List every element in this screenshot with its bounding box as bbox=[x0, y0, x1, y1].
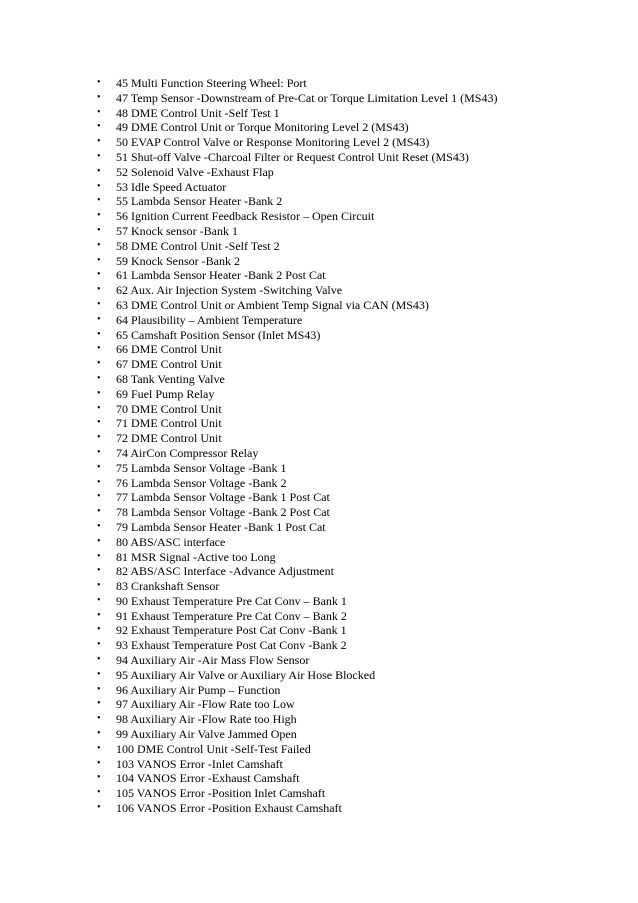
list-item-text: 106 VANOS Error -Position Exhaust Camshaft bbox=[116, 801, 342, 816]
list-item-text: 51 Shut-off Valve -Charcoal Filter or Request Control Unit Reset (MS43) bbox=[116, 149, 469, 164]
list-item bbox=[97, 150, 617, 165]
bullet-icon: • bbox=[97, 106, 101, 118]
bullet-icon: • bbox=[97, 668, 101, 680]
list-item bbox=[97, 697, 617, 712]
list-item-text: 77 Lambda Sensor Voltage -Bank 1 Post Cat bbox=[116, 490, 330, 505]
list-item-text: 93 Exhaust Temperature Post Cat Conv -Bank 2 bbox=[116, 638, 347, 653]
bullet-icon: • bbox=[97, 446, 101, 458]
list-item-text: 95 Auxiliary Air Valve or Auxiliary Air Hose Blocked bbox=[116, 667, 376, 682]
bullet-icon: • bbox=[97, 461, 101, 473]
list-item-text: 79 Lambda Sensor Heater -Bank 1 Post Cat bbox=[116, 519, 326, 534]
list-item-text: 56 Ignition Current Feedback Resistor – Open Circuit bbox=[116, 209, 375, 224]
list-item bbox=[97, 224, 617, 239]
list-item-text: 61 Lambda Sensor Heater -Bank 2 Post Cat bbox=[116, 268, 326, 283]
list-item-text: 100 DME Control Unit -Self-Test Failed bbox=[116, 741, 311, 756]
list-item bbox=[97, 742, 617, 757]
list-item-text: 67 DME Control Unit bbox=[116, 357, 222, 372]
bullet-icon: • bbox=[97, 713, 101, 725]
bullet-icon: • bbox=[97, 506, 101, 518]
list-item-text: 82 ABS/ASC Interface -Advance Adjustment bbox=[116, 564, 334, 579]
bullet-icon: • bbox=[97, 387, 101, 399]
list-item bbox=[97, 239, 617, 254]
list-item bbox=[97, 668, 617, 683]
list-item bbox=[97, 120, 617, 135]
bullet-icon: • bbox=[97, 624, 101, 636]
list-item bbox=[97, 313, 617, 328]
list-item-text: 49 DME Control Unit or Torque Monitoring Level 2 (MS43) bbox=[116, 120, 409, 135]
bullet-icon: • bbox=[97, 91, 101, 103]
bullet-icon: • bbox=[97, 550, 101, 562]
list-item-text: 91 Exhaust Temperature Pre Cat Conv – Bank 2 bbox=[116, 608, 347, 623]
list-item bbox=[97, 357, 617, 372]
bullet-icon: • bbox=[97, 165, 101, 177]
list-item bbox=[97, 757, 617, 772]
list-item-text: 83 Crankshaft Sensor bbox=[116, 579, 220, 594]
list-item-text: 66 DME Control Unit bbox=[116, 342, 222, 357]
bullet-icon: • bbox=[97, 195, 101, 207]
list-item bbox=[97, 328, 617, 343]
list-item bbox=[97, 505, 617, 520]
list-item bbox=[97, 623, 617, 638]
list-item-text: 76 Lambda Sensor Voltage -Bank 2 bbox=[116, 475, 287, 490]
list-item bbox=[97, 402, 617, 417]
bullet-icon: • bbox=[97, 136, 101, 148]
list-item-text: 58 DME Control Unit -Self Test 2 bbox=[116, 238, 280, 253]
bullet-icon: • bbox=[97, 343, 101, 355]
bullet-icon: • bbox=[97, 802, 101, 814]
bullet-icon: • bbox=[97, 269, 101, 281]
list-item-text: 71 DME Control Unit bbox=[116, 416, 222, 431]
list-item bbox=[97, 106, 617, 121]
bullet-icon: • bbox=[97, 358, 101, 370]
list-item-text: 99 Auxiliary Air Valve Jammed Open bbox=[116, 727, 297, 742]
bullet-icon: • bbox=[97, 594, 101, 606]
list-item bbox=[97, 194, 617, 209]
bullet-icon: • bbox=[97, 654, 101, 666]
list-item-text: 62 Aux. Air Injection System -Switching Valve bbox=[116, 283, 343, 298]
bullet-icon: • bbox=[97, 224, 101, 236]
bullet-icon: • bbox=[97, 298, 101, 310]
bullet-icon: • bbox=[97, 639, 101, 651]
list-item-text: 65 Camshaft Position Sensor (Inlet MS43) bbox=[116, 327, 321, 342]
bullet-icon: • bbox=[97, 284, 101, 296]
list-item bbox=[97, 564, 617, 579]
bullet-icon: • bbox=[97, 313, 101, 325]
bullet-icon: • bbox=[97, 328, 101, 340]
list-item bbox=[97, 461, 617, 476]
bullet-icon: • bbox=[97, 772, 101, 784]
bullet-icon: • bbox=[97, 254, 101, 266]
list-item bbox=[97, 298, 617, 313]
list-item-text: 96 Auxiliary Air Pump – Function bbox=[116, 682, 281, 697]
bullet-icon: • bbox=[97, 535, 101, 547]
bullet-icon: • bbox=[97, 239, 101, 251]
list-item-text: 63 DME Control Unit or Ambient Temp Signal via CAN (MS43) bbox=[116, 297, 429, 312]
list-item bbox=[97, 446, 617, 461]
list-item-text: 48 DME Control Unit -Self Test 1 bbox=[116, 105, 280, 120]
bullet-icon: • bbox=[97, 432, 101, 444]
list-item bbox=[97, 476, 617, 491]
list-item bbox=[97, 579, 617, 594]
bullet-icon: • bbox=[97, 417, 101, 429]
list-item bbox=[97, 372, 617, 387]
list-item bbox=[97, 683, 617, 698]
bullet-icon: • bbox=[97, 150, 101, 162]
list-item bbox=[97, 165, 617, 180]
bullet-icon: • bbox=[97, 757, 101, 769]
bullet-icon: • bbox=[97, 580, 101, 592]
list-item bbox=[97, 727, 617, 742]
list-item-text: 97 Auxiliary Air -Flow Rate too Low bbox=[116, 697, 295, 712]
bullet-icon: • bbox=[97, 402, 101, 414]
list-item-text: 47 Temp Sensor -Downstream of Pre-Cat or Torque Limitation Level 1 (MS43) bbox=[116, 90, 498, 105]
bullet-icon: • bbox=[97, 698, 101, 710]
bullet-icon: • bbox=[97, 609, 101, 621]
bullet-icon: • bbox=[97, 372, 101, 384]
fault-code-list bbox=[97, 76, 617, 816]
list-item bbox=[97, 712, 617, 727]
bullet-icon: • bbox=[97, 683, 101, 695]
list-item-text: 72 DME Control Unit bbox=[116, 431, 222, 446]
list-item bbox=[97, 268, 617, 283]
list-item bbox=[97, 490, 617, 505]
list-item bbox=[97, 786, 617, 801]
list-item-text: 50 EVAP Control Valve or Response Monitoring Level 2 (MS43) bbox=[116, 135, 430, 150]
bullet-icon: • bbox=[97, 728, 101, 740]
bullet-icon: • bbox=[97, 787, 101, 799]
list-item bbox=[97, 520, 617, 535]
list-item bbox=[97, 771, 617, 786]
list-item-text: 104 VANOS Error -Exhaust Camshaft bbox=[116, 771, 300, 786]
list-item-text: 81 MSR Signal -Active too Long bbox=[116, 549, 276, 564]
list-item-text: 59 Knock Sensor -Bank 2 bbox=[116, 253, 240, 268]
list-item bbox=[97, 283, 617, 298]
list-item-text: 69 Fuel Pump Relay bbox=[116, 386, 215, 401]
list-item bbox=[97, 594, 617, 609]
list-item bbox=[97, 609, 617, 624]
bullet-icon: • bbox=[97, 491, 101, 503]
list-item-text: 94 Auxiliary Air -Air Mass Flow Sensor bbox=[116, 653, 310, 668]
list-item-text: 74 AirCon Compressor Relay bbox=[116, 445, 259, 460]
list-item bbox=[97, 254, 617, 269]
list-item bbox=[97, 135, 617, 150]
list-item-text: 90 Exhaust Temperature Pre Cat Conv – Bank 1 bbox=[116, 593, 347, 608]
list-item bbox=[97, 550, 617, 565]
list-item bbox=[97, 416, 617, 431]
list-item-text: 55 Lambda Sensor Heater -Bank 2 bbox=[116, 194, 283, 209]
list-item bbox=[97, 91, 617, 106]
list-item bbox=[97, 342, 617, 357]
bullet-icon: • bbox=[97, 520, 101, 532]
list-item bbox=[97, 801, 617, 816]
list-item bbox=[97, 209, 617, 224]
bullet-icon: • bbox=[97, 476, 101, 488]
list-item-text: 80 ABS/ASC interface bbox=[116, 534, 226, 549]
list-item-text: 75 Lambda Sensor Voltage -Bank 1 bbox=[116, 460, 287, 475]
list-item bbox=[97, 387, 617, 402]
list-item bbox=[97, 638, 617, 653]
list-item-text: 45 Multi Function Steering Wheel: Port bbox=[116, 76, 307, 90]
list-item-text: 68 Tank Venting Valve bbox=[116, 371, 225, 386]
list-item-text: 105 VANOS Error -Position Inlet Camshaft bbox=[116, 786, 326, 801]
bullet-icon: • bbox=[97, 742, 101, 754]
list-item-text: 98 Auxiliary Air -Flow Rate too High bbox=[116, 712, 297, 727]
bullet-icon: • bbox=[97, 180, 101, 192]
list-item bbox=[97, 431, 617, 446]
list-item bbox=[97, 180, 617, 195]
list-item-text: 70 DME Control Unit bbox=[116, 401, 222, 416]
list-item-text: 103 VANOS Error -Inlet Camshaft bbox=[116, 756, 283, 771]
list-item bbox=[97, 76, 617, 91]
list-item-text: 92 Exhaust Temperature Post Cat Conv -Bank 1 bbox=[116, 623, 347, 638]
bullet-icon: • bbox=[97, 210, 101, 222]
bullet-icon: • bbox=[97, 77, 101, 88]
list-item-text: 78 Lambda Sensor Voltage -Bank 2 Post Cat bbox=[116, 505, 330, 520]
bullet-icon: • bbox=[97, 121, 101, 133]
list-item bbox=[97, 535, 617, 550]
list-item-text: 57 Knock sensor -Bank 1 bbox=[116, 223, 238, 238]
list-item bbox=[97, 653, 617, 668]
bullet-icon: • bbox=[97, 565, 101, 577]
list-item-text: 52 Solenoid Valve -Exhaust Flap bbox=[116, 164, 274, 179]
list-item-text: 64 Plausibility – Ambient Temperature bbox=[116, 312, 303, 327]
list-item-text: 53 Idle Speed Actuator bbox=[116, 179, 227, 194]
